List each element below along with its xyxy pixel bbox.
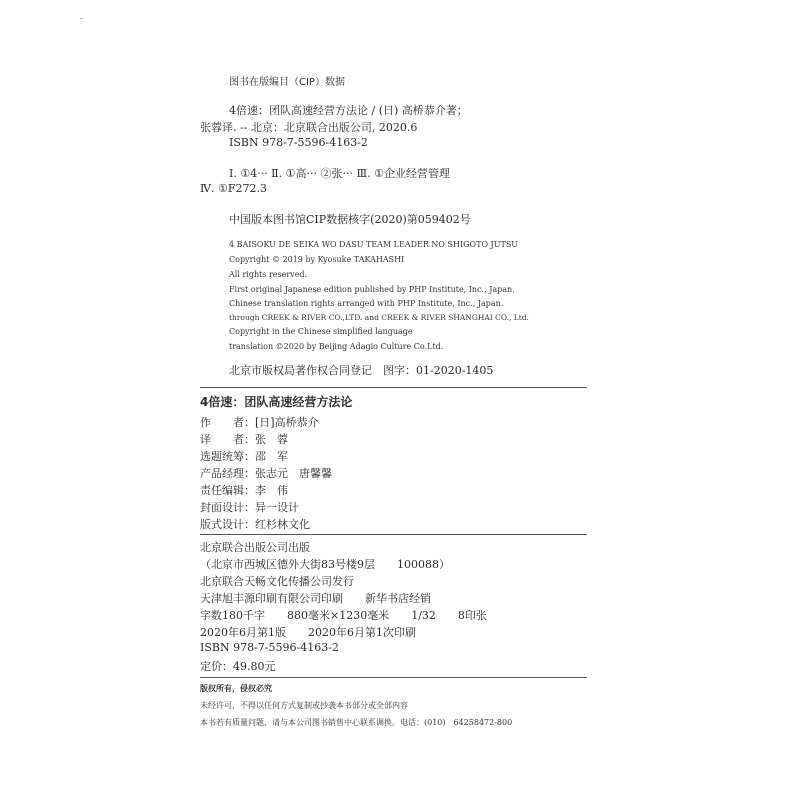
publishing-isbn: ISBN 978-7-5596-4163-2 bbox=[200, 641, 339, 654]
credit-row bbox=[200, 431, 288, 447]
credit-row bbox=[200, 499, 299, 515]
credit-label: 选题统筹： bbox=[200, 450, 255, 463]
credit-value: 张 蓉 bbox=[255, 433, 288, 446]
copyright-en-line: Copyright in the Chinese simplified language bbox=[229, 327, 413, 336]
credit-row bbox=[200, 465, 332, 481]
rights-notice-line: 未经许可，不得以任何方式复制或抄袭本书部分或全部内容 bbox=[200, 701, 408, 710]
copyright-en-line: Copyright © 2019 by Kyosuke TAKAHASHI bbox=[229, 255, 405, 264]
credit-row bbox=[200, 448, 288, 464]
scan-speck bbox=[80, 18, 83, 19]
publishing-line: 北京联合出版公司出版 bbox=[200, 541, 310, 554]
publishing-line: 天津旭丰源印刷有限公司印刷 新华书店经销 bbox=[200, 592, 431, 605]
copyright-registration: 北京市版权局著作权合同登记 图字：01-2020-1405 bbox=[229, 364, 494, 377]
credit-label: 译 者： bbox=[200, 433, 255, 446]
copyright-en-line: Chinese translation rights arranged with PHP Institute, Inc., Japan. bbox=[229, 299, 504, 308]
credit-label: 作 者： bbox=[200, 416, 255, 429]
cip-isbn: ISBN 978-7-5596-4163-2 bbox=[229, 136, 368, 149]
cip-record-number: 中国版本图书馆CIP数据核字(2020)第059402号 bbox=[229, 213, 471, 226]
credit-row bbox=[200, 414, 319, 430]
copyright-en-line: through CREEK & RIVER CO.,LTD. and CREEK & RIVER SHANGHAI CO., Ltd. bbox=[229, 313, 529, 322]
rights-notice-title: 版权所有，侵权必究 bbox=[200, 684, 272, 693]
price: 定价：49.80元 bbox=[200, 660, 276, 673]
publishing-line: 字数180千字 880毫米×1230毫米 1/32 8印张 bbox=[200, 609, 487, 622]
book-title: 4倍速：团队高速经营方法论 bbox=[200, 395, 353, 409]
cip-classification-1: Ⅰ. ①4··· Ⅱ. ①高··· ②张··· Ⅲ. ①企业经营管理 bbox=[229, 167, 450, 180]
copyright-en-line: First original Japanese edition published by PHP Institute, Inc., Japan. bbox=[229, 285, 515, 294]
cip-heading: 图书在版编目（CIP）数据 bbox=[229, 77, 345, 88]
credit-value: 张志元 唐馨馨 bbox=[255, 467, 332, 480]
credit-value: 异一设计 bbox=[255, 501, 299, 514]
divider-middle bbox=[200, 534, 587, 535]
cip-line-1: 4倍速：团队高速经营方法论 / (日) 高桥恭介著； bbox=[229, 104, 468, 117]
credit-row bbox=[200, 482, 288, 498]
credit-value: 邵 军 bbox=[255, 450, 288, 463]
publishing-line: 2020年6月第1版 2020年6月第1次印刷 bbox=[200, 626, 416, 639]
quality-notice-line: 本书若有质量问题，请与本公司图书销售中心联系调换。电话：(010) 64258472-800 bbox=[200, 718, 513, 727]
credit-label: 产品经理： bbox=[200, 467, 255, 480]
credit-row bbox=[200, 516, 310, 532]
credit-value: 红杉林文化 bbox=[255, 518, 310, 531]
credit-label: 责任编辑： bbox=[200, 484, 255, 497]
cip-classification-2: Ⅳ. ①F272.3 bbox=[200, 182, 267, 195]
credit-label: 版式设计： bbox=[200, 518, 255, 531]
credit-value: 李 伟 bbox=[255, 484, 288, 497]
divider-bottom bbox=[200, 677, 587, 678]
cip-line-2: 张蓉译. -- 北京：北京联合出版公司, 2020.6 bbox=[200, 121, 418, 134]
credit-label: 封面设计： bbox=[200, 501, 255, 514]
divider-top bbox=[200, 387, 587, 388]
copyright-en-line: 4 BAISOKU DE SEIKA WO DASU TEAM LEADER NO SHIGOTO JUTSU bbox=[229, 240, 519, 249]
copyright-en-line: All rights reserved. bbox=[229, 270, 308, 279]
copyright-en-line: translation ©2020 by Beijing Adagio Culture Co.Ltd. bbox=[229, 342, 444, 351]
credit-value: [日]高桥恭介 bbox=[255, 416, 319, 429]
publishing-line: 北京联合天畅文化传播公司发行 bbox=[200, 575, 354, 588]
publishing-line: （北京市西城区德外大街83号楼9层 100088） bbox=[200, 558, 450, 571]
